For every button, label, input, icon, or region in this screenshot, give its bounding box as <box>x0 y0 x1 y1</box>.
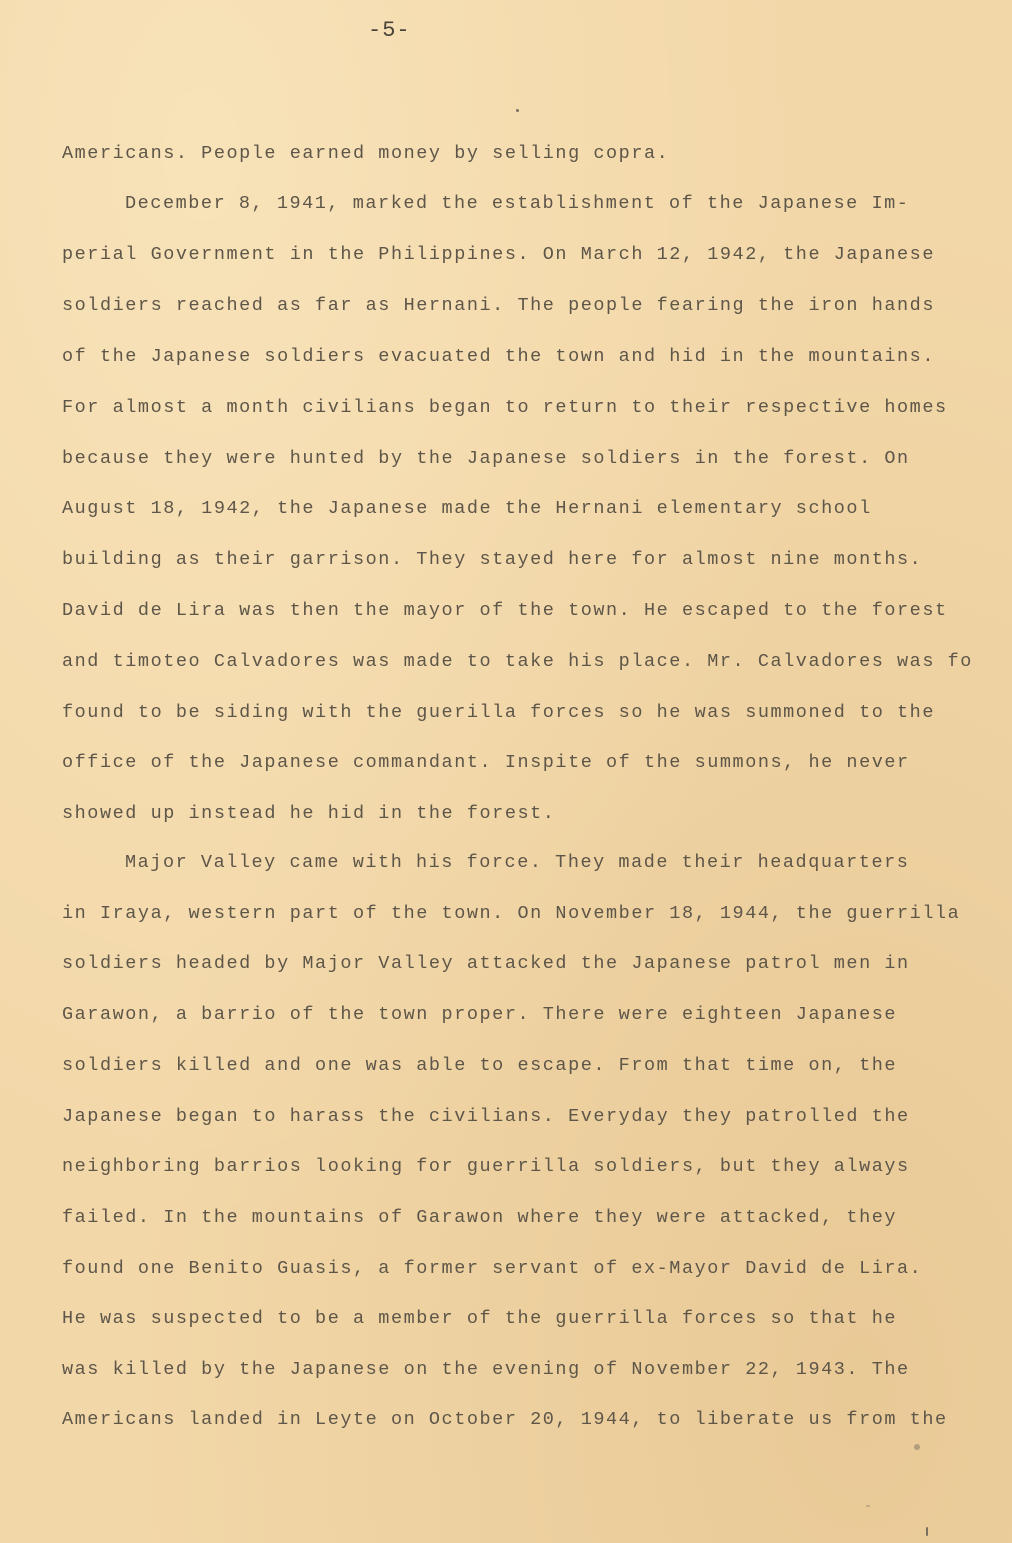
text-line: soldiers reached as far as Hernani. The people fearing the iron hands <box>62 295 935 316</box>
text-line: was killed by the Japanese on the evening of November 22, 1943. The <box>62 1359 910 1380</box>
text-line: found to be siding with the guerilla forces so he was summoned to the <box>62 702 935 723</box>
paper-speck <box>866 1505 870 1507</box>
text-line: David de Lira was then the mayor of the town. He escaped to the forest <box>62 600 948 621</box>
text-line: building as their garrison. They stayed here for almost nine months. <box>62 549 923 570</box>
page-number: -5- <box>368 18 411 43</box>
text-line: and timoteo Calvadores was made to take his place. Mr. Calvadores was fo <box>62 651 973 672</box>
text-line: showed up instead he hid in the forest. <box>62 803 556 824</box>
paper-speck <box>516 109 519 112</box>
text-line: soldiers headed by Major Valley attacked the Japanese patrol men in <box>62 953 910 974</box>
text-line: December 8, 1941, marked the establishment of the Japanese Im- <box>125 193 910 214</box>
text-line: office of the Japanese commandant. Inspite of the summons, he never <box>62 752 910 773</box>
text-line: neighboring barrios looking for guerrilla soldiers, but they always <box>62 1156 910 1177</box>
text-line: perial Government in the Philippines. On March 12, 1942, the Japanese <box>62 244 935 265</box>
text-line: Japanese began to harass the civilians. Everyday they patrolled the <box>62 1106 910 1127</box>
text-line: because they were hunted by the Japanese soldiers in the forest. On <box>62 448 910 469</box>
text-line: Americans. People earned money by selling copra. <box>62 143 670 164</box>
text-line: Garawon, a barrio of the town proper. There were eighteen Japanese <box>62 1004 898 1025</box>
text-line: soldiers killed and one was able to escape. From that time on, the <box>62 1055 898 1076</box>
text-line: of the Japanese soldiers evacuated the town and hid in the mountains. <box>62 346 935 367</box>
text-line: For almost a month civilians began to return to their respective homes <box>62 397 948 418</box>
paper-speck <box>914 1444 920 1450</box>
text-line: August 18, 1942, the Japanese made the Hernani elementary school <box>62 498 872 519</box>
text-line: in Iraya, western part of the town. On November 18, 1944, the guerrilla <box>62 903 961 924</box>
paper-speck <box>926 1527 928 1536</box>
text-line: Major Valley came with his force. They made their headquarters <box>125 852 910 873</box>
text-line: found one Benito Guasis, a former servant of ex-Mayor David de Lira. <box>62 1258 923 1279</box>
text-line: failed. In the mountains of Garawon where they were attacked, they <box>62 1207 898 1228</box>
text-line: He was suspected to be a member of the guerrilla forces so that he <box>62 1308 898 1329</box>
text-line: Americans landed in Leyte on October 20, 1944, to liberate us from the <box>62 1409 948 1430</box>
